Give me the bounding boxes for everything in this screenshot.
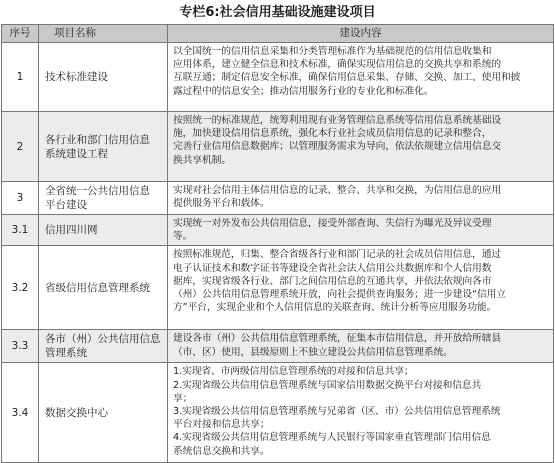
row-content-line: 提供服务平台和载体。 <box>173 198 270 210</box>
row-content-line: （州）公共信用信息管理系统开放，向社会提供查询服务；进一步建设“信用立 <box>173 289 506 301</box>
row-content-line: （市、区）使用，县级原则上不独立建设公共信用信息管理系统。 <box>173 346 453 358</box>
row-content-line: 系统信息交换和共享。 <box>173 445 270 457</box>
row-content-line: 平台对接和信息共享； <box>173 419 270 431</box>
row-content <box>168 246 554 330</box>
row-name <box>39 246 168 330</box>
row-name-line: 技术标准建设 <box>45 71 108 83</box>
header-content: 建设内容 <box>168 25 554 43</box>
row-no: 3.3 <box>2 330 39 363</box>
row-content-line: 方”平台，实现企业和个人信用信息的关联查询、统计分析等应用服务功能。 <box>173 302 497 314</box>
row-content-line: 按照统一的标准规范，统筹利用现有业务管理信息系统等信用信息系统基础设 <box>173 115 501 126</box>
row-content-line: 电子认证技术和数字证书等建设全省社会法人信用公共数据库和个人信用数 <box>173 262 492 274</box>
row-name <box>39 43 168 112</box>
table-row <box>2 182 554 215</box>
row-content-line: 施，加快建设信用信息系统，强化本行业社会成员信用信息的记录和整合， <box>173 128 492 140</box>
row-no: 1 <box>2 43 39 112</box>
row-content <box>168 182 554 215</box>
row-content <box>168 112 554 182</box>
table-row <box>2 246 554 330</box>
row-content-line: 实现对社会信用主体信用信息的记录、整合、共享和交换，为信用信息的应用 <box>173 185 501 196</box>
row-name <box>39 330 168 363</box>
row-content-line: 按照标准规范，归集、整合省级各行业和部门记录的社会成员信用信息，通过 <box>173 249 501 261</box>
row-content-line: 换共享机制。 <box>173 154 231 166</box>
header-no: 序号 <box>2 25 39 43</box>
row-content-line: 互联互通；制定信息安全标准，确保信用信息采集、存储、交换、加工、使用和披 <box>173 72 521 84</box>
row-name <box>39 363 168 463</box>
row-content-line: 等。 <box>173 231 193 243</box>
row-name-line: 全省统一公共信用信息 <box>45 185 150 197</box>
row-content <box>168 363 554 463</box>
row-content-line: 建设各市（州）公共信用信息管理系统，征集本市信用信息，并开放给所辖县 <box>173 333 501 345</box>
row-name-line: 省级信用信息管理系统 <box>45 281 150 294</box>
project-table <box>1 24 554 463</box>
row-content-line: 享； <box>173 392 193 404</box>
table-row <box>2 215 554 246</box>
row-name-line: 信用四川网 <box>45 224 98 237</box>
table-title: 专栏6:社会信用基础设施建设项目 <box>179 5 376 20</box>
row-name-line: 数据交换中心 <box>45 406 108 419</box>
row-content-line: 露过程中的信息安全；推动信用服务行业的专业化和标准化。 <box>173 85 434 97</box>
table-header-row <box>2 25 554 43</box>
row-name-line: 系统建设工程 <box>45 147 108 160</box>
row-no: 3.4 <box>2 363 39 463</box>
row-name-line: 各市（州）公共信用信息 <box>45 333 161 346</box>
row-no: 3.2 <box>2 246 39 330</box>
row-no: 2 <box>2 112 39 182</box>
row-name <box>39 215 168 246</box>
row-no: 3 <box>2 182 39 215</box>
row-content-line: 4.实现省级公共信用信息管理系统与人民银行等国家垂直管理部门信用信息 <box>173 432 491 444</box>
row-content-line: 1.实现省、市两级信用信息管理系统的对接和信息共享； <box>173 366 414 378</box>
row-content-line: 完善行业信用信息数据库；以管理服务需求为导向，依法依规建立信用信息交 <box>173 141 501 153</box>
row-name <box>39 112 168 182</box>
row-content-line: 据库，实现省级各行业、部门之间信用信息的互通共享，并依法依规向各市 <box>173 275 492 287</box>
row-name-line: 各行业和部门信用信息 <box>45 133 150 146</box>
row-content-line: 实现统一对外发布公共信用信息，接受外部查询、失信行为曝光及异议受理 <box>173 218 492 229</box>
header-name: 项目名称 <box>39 25 168 43</box>
row-content-line: 以全国统一的信用信息采集和分类管理标准作为基础规范的信用信息收集和 <box>173 46 492 57</box>
table-row <box>2 112 554 182</box>
table-row <box>2 43 554 112</box>
row-name-line: 管理系统 <box>45 347 87 360</box>
row-content-line: 应用体系，建立健全信息和技术标准，确保实现信用信息的交换共享和系统的 <box>173 59 501 71</box>
row-name <box>39 182 168 215</box>
row-content <box>168 330 554 363</box>
table-row <box>2 363 554 463</box>
row-content <box>168 43 554 112</box>
row-content-line: 3.实现省级公共信用信息管理系统与兄弟省（区、市）公共信用信息管理系统 <box>173 406 501 418</box>
row-content-line: 2.实现省级公共信用信息管理系统与国家信用数据交换平台对接和信息共 <box>173 379 482 391</box>
row-name-line: 平台建设 <box>45 199 87 211</box>
row-no: 3.1 <box>2 215 39 246</box>
row-content <box>168 215 554 246</box>
table-row <box>2 330 554 363</box>
